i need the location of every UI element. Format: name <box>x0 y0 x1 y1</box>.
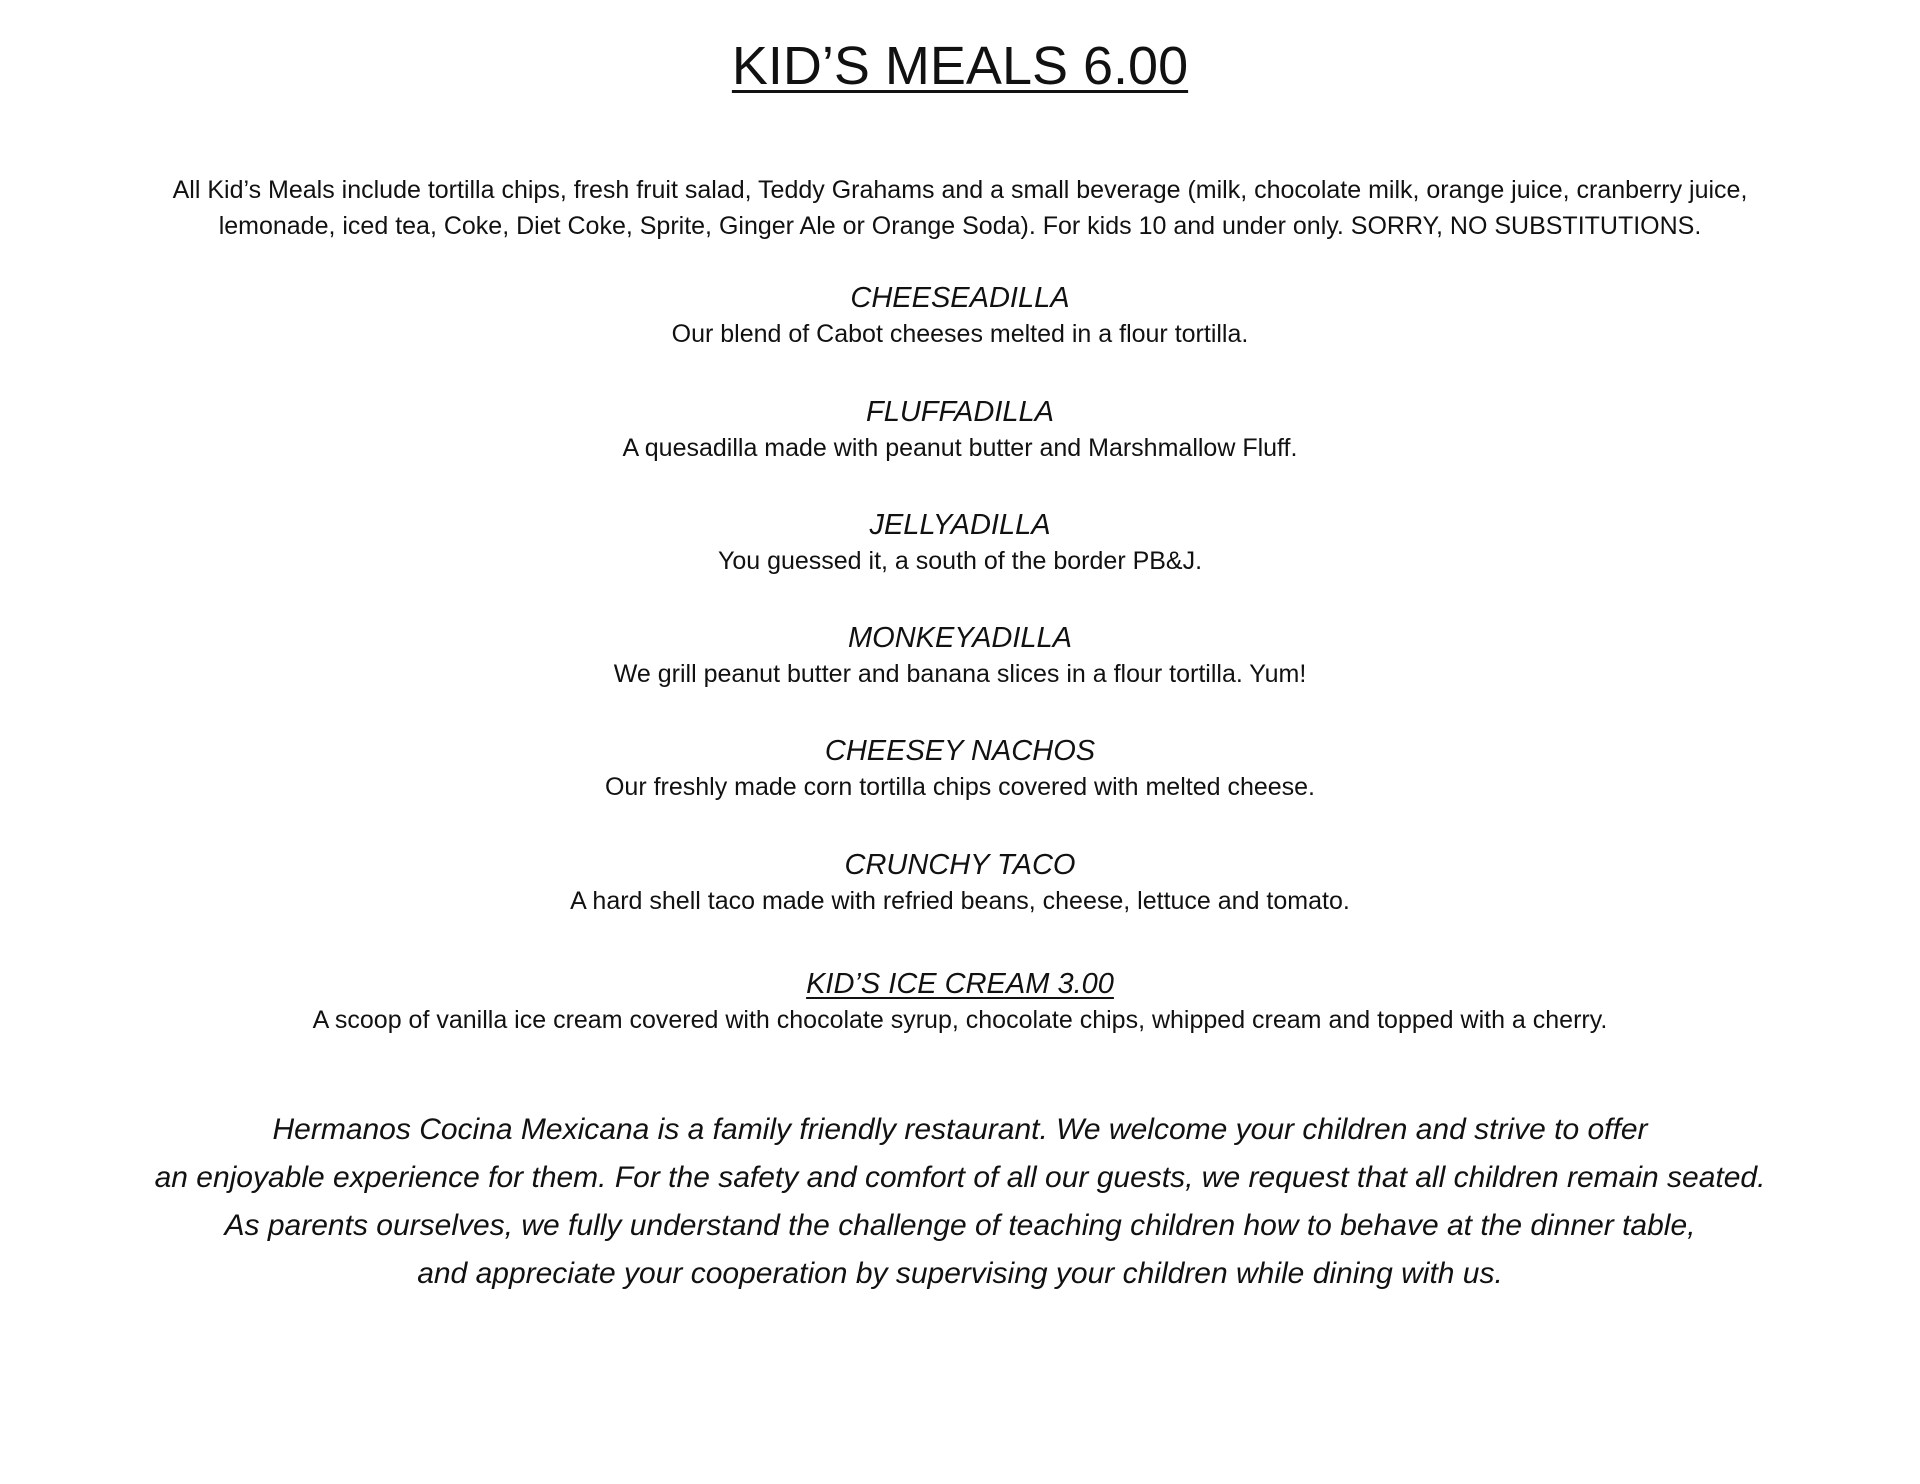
menu-item-kids-ice-cream <box>0 966 1920 1038</box>
intro-line: All Kid’s Meals include tortilla chips, fresh fruit salad, Teddy Grahams and a small beverage (milk, chocolate milk, orange juice, cranberry juice, <box>172 176 1748 204</box>
menu-item-name: CHEESEY NACHOS <box>824 735 1096 767</box>
menu-item-name: CRUNCHY TACO <box>844 849 1076 881</box>
menu-item-description: A hard shell taco made with refried beans, cheese, lettuce and tomato. <box>570 887 1350 915</box>
menu-item-fluffadilla <box>0 394 1920 466</box>
menu-item-description: We grill peanut butter and banana slices in a flour tortilla. Yum! <box>613 660 1307 688</box>
menu-item-name: KID’S ICE CREAM 3.00 <box>806 968 1114 1000</box>
menu-item-name: FLUFFADILLA <box>865 396 1054 428</box>
menu-item-name: CHEESEADILLA <box>850 282 1070 314</box>
menu-item-monkeyadilla <box>0 620 1920 692</box>
menu-item-description: Our freshly made corn tortilla chips covered with melted cheese. <box>604 773 1316 801</box>
menu-item-description: You guessed it, a south of the border PB&J. <box>717 547 1203 575</box>
menu-item-name: JELLYADILLA <box>869 509 1051 541</box>
menu-item-jellyadilla <box>0 507 1920 579</box>
restaurant-policy-note <box>0 1106 1920 1298</box>
policy-line: As parents ourselves, we fully understand the challenge of teaching children how to behave at the dinner table, <box>224 1209 1696 1242</box>
menu-item-description: A scoop of vanilla ice cream covered with chocolate syrup, chocolate chips, whipped cream and topped with a cherry. <box>312 1006 1608 1034</box>
menu-item-description: A quesadilla made with peanut butter and Marshmallow Fluff. <box>622 434 1298 462</box>
menu-item-crunchy-taco <box>0 847 1920 919</box>
menu-item-cheesey-nachos <box>0 733 1920 805</box>
policy-line: an enjoyable experience for them. For the safety and comfort of all our guests, we request that all children remain seated. <box>154 1161 1766 1194</box>
menu-item-cheeseadilla <box>0 280 1920 352</box>
meal-inclusions-note <box>110 172 1810 244</box>
menu-item-description: Our blend of Cabot cheeses melted in a flour tortilla. <box>671 320 1249 348</box>
menu-item-name: MONKEYADILLA <box>847 622 1073 654</box>
policy-line: and appreciate your cooperation by supervising your children while dining with us. <box>417 1257 1503 1290</box>
policy-line: Hermanos Cocina Mexicana is a family friendly restaurant. We welcome your children and strive to offer <box>272 1113 1648 1146</box>
page-title: KID’S MEALS 6.00 <box>731 36 1189 96</box>
intro-line: lemonade, iced tea, Coke, Diet Coke, Sprite, Ginger Ale or Orange Soda). For kids 10 and under only. SORRY, NO SUBSTITUTIONS. <box>218 212 1702 240</box>
